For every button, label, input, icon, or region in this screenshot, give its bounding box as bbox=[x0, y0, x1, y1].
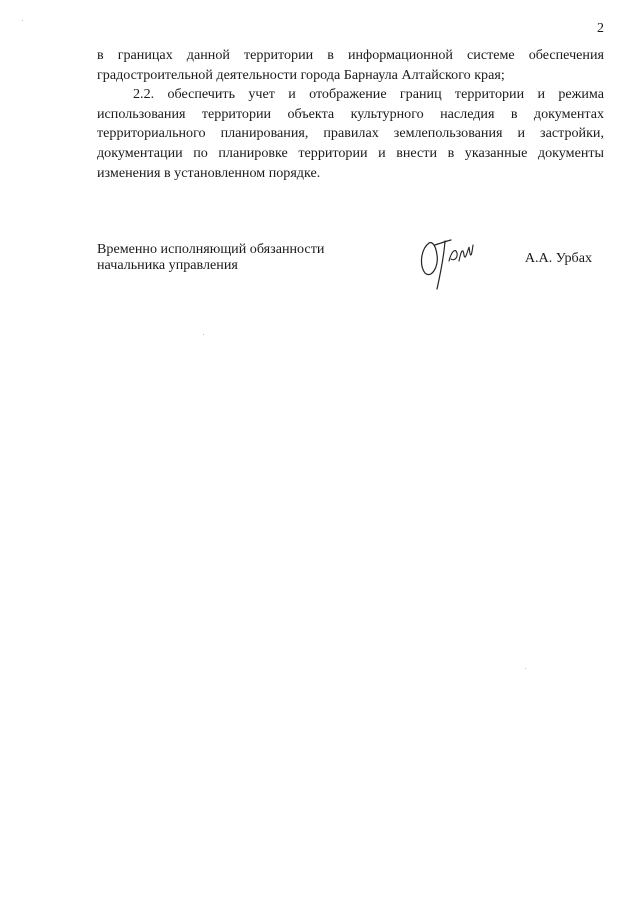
scan-speck bbox=[525, 668, 526, 669]
signatory-position-line-1: Временно исполняющий обязанности bbox=[97, 241, 325, 257]
signatory-position bbox=[97, 241, 324, 273]
document-body bbox=[97, 46, 604, 183]
signature-block bbox=[97, 241, 604, 301]
paragraph-continuation: в границах данной территории в информационной системе обеспечения градостроительной деятельности города Барнаула Алтайского края; bbox=[97, 47, 604, 83]
page-number: 2 bbox=[597, 21, 604, 36]
handwritten-signature bbox=[415, 231, 477, 297]
signatory-position-line-2: начальника управления bbox=[97, 257, 238, 273]
paragraph-2-2: 2.2. обеспечить учет и отображение границ территории и режима использования территории объекта культурного наследия в документах территориального планирования, правилах землепользования и застройки, документации по планировке территории и внести в указанные документы изменения в установленном порядке. bbox=[97, 86, 604, 181]
scan-speck bbox=[203, 334, 204, 335]
signatory-name: А.А. Урбах bbox=[524, 250, 592, 266]
scan-speck bbox=[22, 20, 23, 21]
